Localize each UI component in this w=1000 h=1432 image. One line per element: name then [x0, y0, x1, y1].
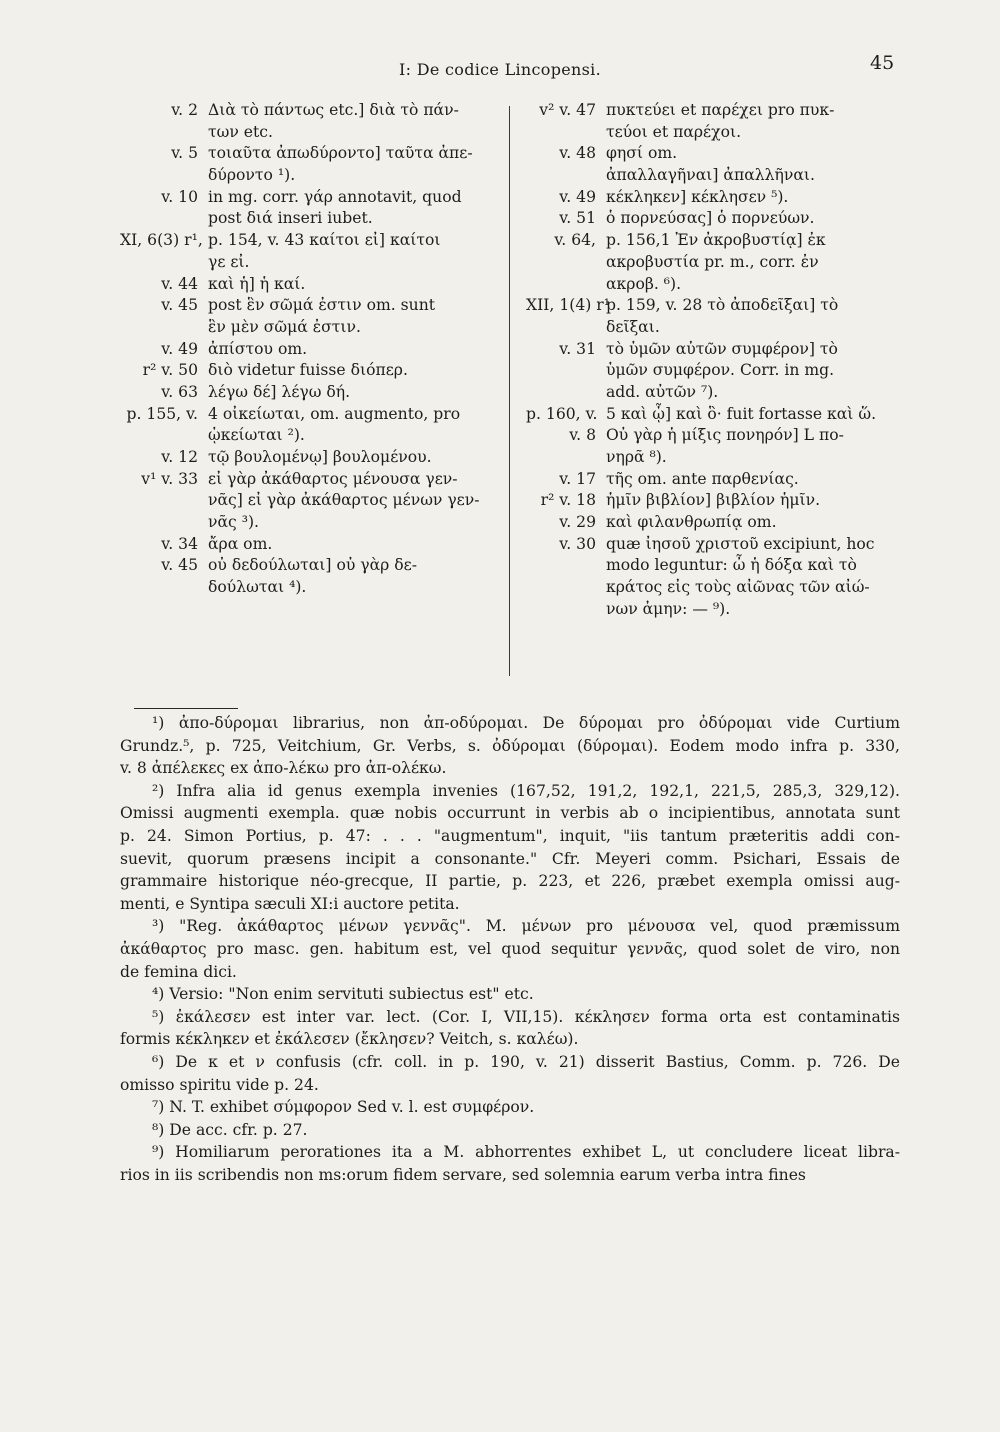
- apparatus-line: [120, 274, 495, 296]
- footnote-line: rios in iis scribendis non ms:orum fidem servare, sed solemnia earum verba intra fines: [120, 1165, 806, 1184]
- apparatus-text: γε εἰ.: [208, 252, 250, 271]
- apparatus-line: [526, 534, 901, 556]
- line-reference: v. 64,: [554, 231, 596, 250]
- line-reference: p. 160, v.: [526, 404, 598, 423]
- right-column: [526, 100, 901, 621]
- line-reference: v. 29: [559, 513, 596, 532]
- apparatus-line: [120, 490, 495, 512]
- line-reference: v. 44: [161, 274, 198, 293]
- apparatus-line: [120, 447, 495, 469]
- footnote-line: ³) "Reg. ἀκάθαρτος μένων γεννᾶς". M. μένων pro μένουσα vel, quod præmissum: [152, 917, 900, 936]
- apparatus-line: [526, 165, 901, 187]
- footnote-line: formis κέκληκεν et ἐκάλεσεν (ἔκλησεν? Veitch, s. καλέω).: [120, 1030, 579, 1049]
- apparatus-text: 4 οἰκείωται, om. augmento, pro: [208, 404, 461, 423]
- apparatus-text: Οὐ γὰρ ἡ μίξις πονηρόν] L πο-: [606, 426, 844, 445]
- apparatus-line: [120, 404, 495, 426]
- footnote-line: ¹) ἀπο-δύρομαι librarius, non ἀπ-οδύρομαι. De δύρομαι pro ὀδύρομαι vide Curtium: [152, 714, 900, 732]
- apparatus-line: [526, 274, 901, 296]
- apparatus-text: νηρᾶ ⁸).: [606, 448, 667, 466]
- apparatus-line: [526, 122, 901, 144]
- apparatus-text: τοιαῦτα ἀπωδύροντο] ταῦτα ἀπε-: [208, 144, 473, 163]
- apparatus-text: νων ἀμην: — ⁹).: [606, 599, 731, 618]
- apparatus-text: των etc.: [208, 122, 273, 141]
- apparatus-line: [526, 360, 901, 382]
- footnote-line: omisso spiritu vide p. 24.: [120, 1075, 319, 1094]
- apparatus-line: [526, 187, 901, 209]
- apparatus-text: ὑμῶν συμφέρον. Corr. in mg.: [606, 361, 835, 380]
- apparatus-text: τεύοι et παρέχοι.: [606, 122, 742, 141]
- apparatus-line: [526, 339, 901, 361]
- page-number: 45: [870, 52, 895, 74]
- apparatus-line: [120, 187, 495, 209]
- line-reference: v. 49: [161, 339, 198, 358]
- apparatus-line: [526, 577, 901, 599]
- apparatus-line: [526, 599, 901, 621]
- apparatus-text: ἓν μὲν σῶμά ἐστιν.: [208, 317, 361, 336]
- apparatus-text: δεῖξαι.: [606, 317, 660, 336]
- footnote-line: Omissi augmenti exempla. quæ nobis occurrunt in verbis ab o incipientibus, annotata sunt: [120, 804, 900, 823]
- line-reference: v. 30: [559, 534, 596, 553]
- column-divider: [509, 106, 510, 676]
- line-reference: v² v. 47: [539, 101, 596, 119]
- apparatus-line: [120, 512, 495, 534]
- footnote-line: suevit, quorum præsens incipit a consonante." Cfr. Meyeri comm. Psichari, Essais de: [120, 849, 900, 868]
- footnote-line: ⁶) De κ et ν confusis (cfr. coll. in p. 190, v. 21) disserit Bastius, Comm. p. 726. De: [152, 1052, 900, 1071]
- apparatus-text: δύροντο ¹).: [208, 166, 296, 185]
- line-reference: v. 49: [559, 187, 596, 206]
- footnote-line: v. 8 ἀπέλεκες ex ἀπο-λέκω pro ἀπ-ολέκω.: [120, 759, 447, 778]
- line-reference: v. 17: [559, 469, 596, 488]
- apparatus-text: ὁ πορνεύσας] ὁ πορνεύων.: [606, 209, 815, 228]
- apparatus-line: [120, 577, 495, 599]
- line-reference: XI, 6(3) r¹,: [120, 231, 203, 250]
- footnote-line: ²) Infra alia id genus exempla invenies (167,52, 191,2, 192,1, 221,5, 285,3, 329,12).: [152, 781, 900, 800]
- apparatus-line: [526, 252, 901, 274]
- apparatus-text: in mg. corr. γάρ annotavit, quod: [208, 187, 462, 206]
- footnote-line: p. 24. Simon Portius, p. 47: . . . "augmentum", inquit, "iis tantum præteritis addi con-: [120, 826, 900, 845]
- apparatus-line: [526, 230, 901, 252]
- footnote-separator: [134, 708, 238, 709]
- apparatus-line: [526, 295, 901, 317]
- line-reference: v¹ v. 33: [141, 469, 198, 488]
- apparatus-text: τῆς om. ante παρθενίας.: [606, 469, 799, 488]
- footnote-line: Grundz.⁵, p. 725, Veitchium, Gr. Verbs, s. ὀδύρομαι (δύρομαι). Eodem modo infra p. 330,: [120, 736, 900, 755]
- line-reference: v. 51: [559, 209, 596, 228]
- apparatus-text: Διὰ τὸ πάντως etc.] διὰ τὸ πάν-: [208, 101, 459, 119]
- apparatus-line: [526, 447, 901, 469]
- apparatus-line: [120, 295, 495, 317]
- apparatus-text: ἄρα om.: [208, 534, 273, 553]
- line-reference: v. 48: [559, 144, 596, 163]
- footnote-line: ⁴) Versio: "Non enim servituti subiectus est" etc.: [152, 985, 534, 1004]
- footnote-line: ⁷) N. T. exhibet σύμφορον Sed v. l. est συμφέρον.: [152, 1098, 535, 1117]
- apparatus-text: post διά inseri iubet.: [208, 209, 373, 228]
- apparatus-text: post ἓν σῶμά ἐστιν om. sunt: [208, 296, 436, 315]
- apparatus-line: [120, 122, 495, 144]
- apparatus-line: [120, 360, 495, 382]
- apparatus-text: εἰ γὰρ ἀκάθαρτος μένουσα γεν-: [208, 469, 458, 488]
- apparatus-text: πυκτεύει et παρέχει pro πυκ-: [606, 101, 835, 119]
- apparatus-line: [120, 100, 495, 122]
- line-reference: XII, 1(4) r¹: [526, 296, 611, 315]
- left-column: [120, 100, 495, 599]
- line-reference: r² v. 50: [142, 361, 198, 380]
- apparatus-text: διὸ videtur fuisse διόπερ.: [208, 361, 408, 380]
- apparatus-line: [120, 143, 495, 165]
- footnote-line: ⁹) Homiliarum perorationes ita a M. abhorrentes exhibet L, ut concludere liceat libra-: [152, 1143, 900, 1162]
- apparatus-text: 5 καὶ ᾧ] καὶ ὃ· fuit fortasse καὶ ὥ.: [606, 404, 877, 423]
- apparatus-text: p. 159, v. 28 τὸ ἀποδεῖξαι] τὸ: [606, 296, 839, 315]
- apparatus-line: [120, 230, 495, 252]
- apparatus-text: p. 156,1 Ἐν ἀκροβυστίᾳ] ἐκ: [606, 231, 826, 250]
- apparatus-text: λέγω δέ] λέγω δή.: [208, 382, 351, 401]
- apparatus-line: [526, 404, 901, 426]
- apparatus-text: δούλωται ⁴).: [208, 578, 307, 597]
- footnote-line: ἀκάθαρτος pro masc. gen. habitum est, vel quod sequitur γεννᾶς, quod solet de viro, non: [120, 939, 900, 958]
- apparatus-line: [526, 512, 901, 534]
- apparatus-text: quæ ἰησοῦ χριστοῦ excipiunt, hoc: [606, 534, 875, 553]
- line-reference: v. 8: [569, 426, 596, 445]
- apparatus-text: ἀπαλλαγῆναι] ἀπαλλῆναι.: [606, 166, 815, 185]
- footnote-line: grammaire historique néo-grecque, II partie, p. 223, et 226, præbet exempla omissi aug-: [120, 872, 900, 891]
- apparatus-line: [120, 317, 495, 339]
- footnote-line: de femina dici.: [120, 962, 237, 981]
- apparatus-text: add. αὐτῶν ⁷).: [606, 382, 719, 401]
- apparatus-text: κέκληκεν] κέκλησεν ⁵).: [606, 187, 789, 206]
- footnotes: [120, 712, 900, 1186]
- line-reference: v. 12: [161, 448, 198, 466]
- apparatus-line: [120, 252, 495, 274]
- apparatus-text: καὶ ἡ] ἡ καί.: [208, 274, 306, 293]
- footnote-line: menti, e Syntipa sæculi XI:i auctore petita.: [120, 894, 460, 913]
- apparatus-line: [526, 208, 901, 230]
- apparatus-text: τῷ βουλομένῳ] βουλομένου.: [208, 448, 432, 466]
- apparatus-line: [526, 100, 901, 122]
- footnote-line: ⁸) De acc. cfr. p. 27.: [152, 1120, 308, 1139]
- line-reference: v. 31: [559, 339, 596, 358]
- running-head: I: De codice Lincopensi.: [399, 60, 601, 79]
- line-reference: v. 45: [161, 556, 198, 575]
- apparatus-text: νᾶς] εἰ γὰρ ἀκάθαρτος μένων γεν-: [208, 491, 480, 510]
- apparatus-text: ἀπίστου om.: [208, 339, 308, 358]
- apparatus-text: φησί om.: [606, 144, 678, 163]
- apparatus-text: κράτος εἰς τοὺς αἰῶνας τῶν αἰώ-: [606, 578, 870, 597]
- line-reference: v. 2: [171, 101, 198, 119]
- line-reference: v. 63: [161, 382, 198, 401]
- apparatus-line: [120, 469, 495, 491]
- apparatus-text: τὸ ὑμῶν αὐτῶν συμφέρον] τὸ: [606, 339, 838, 358]
- footnote-line: ⁵) ἐκάλεσεν est inter var. lect. (Cor. I, VII,15). κέκλησεν forma orta est contaminatis: [152, 1007, 900, 1026]
- line-reference: r² v. 18: [540, 491, 596, 510]
- apparatus-text: καὶ φιλανθρωπίᾳ om.: [606, 513, 777, 532]
- apparatus-text: οὐ δεδούλωται] οὐ γὰρ δε-: [208, 556, 417, 575]
- apparatus-line: [526, 490, 901, 512]
- apparatus-text: modo leguntur: ὦ ἡ δόξα καὶ τὸ: [606, 556, 857, 575]
- apparatus-text: ᾠκείωται ²).: [208, 426, 305, 445]
- line-reference: v. 5: [171, 144, 198, 163]
- apparatus-line: [120, 534, 495, 556]
- line-reference: p. 155, v.: [126, 404, 198, 423]
- apparatus-line: [120, 425, 495, 447]
- apparatus-line: [120, 208, 495, 230]
- apparatus-line: [526, 382, 901, 404]
- apparatus-text: ἡμῖν βιβλίον] βιβλίον ἡμῖν.: [606, 491, 821, 510]
- apparatus-text: νᾶς ³).: [208, 513, 259, 532]
- line-reference: v. 10: [161, 187, 198, 206]
- apparatus-text: p. 154, v. 43 καίτοι εἰ] καίτοι: [208, 231, 441, 250]
- line-reference: v. 34: [161, 534, 198, 553]
- line-reference: v. 45: [161, 296, 198, 315]
- apparatus-line: [120, 382, 495, 404]
- apparatus-line: [120, 165, 495, 187]
- apparatus-line: [120, 555, 495, 577]
- apparatus-text: ακροβ. ⁶).: [606, 274, 682, 293]
- apparatus-line: [526, 425, 901, 447]
- apparatus-line: [526, 317, 901, 339]
- apparatus-line: [526, 555, 901, 577]
- apparatus-line: [526, 143, 901, 165]
- apparatus-line: [120, 339, 495, 361]
- apparatus-text: ακροβυστία pr. m., corr. ἐν: [606, 252, 819, 271]
- apparatus-line: [526, 469, 901, 491]
